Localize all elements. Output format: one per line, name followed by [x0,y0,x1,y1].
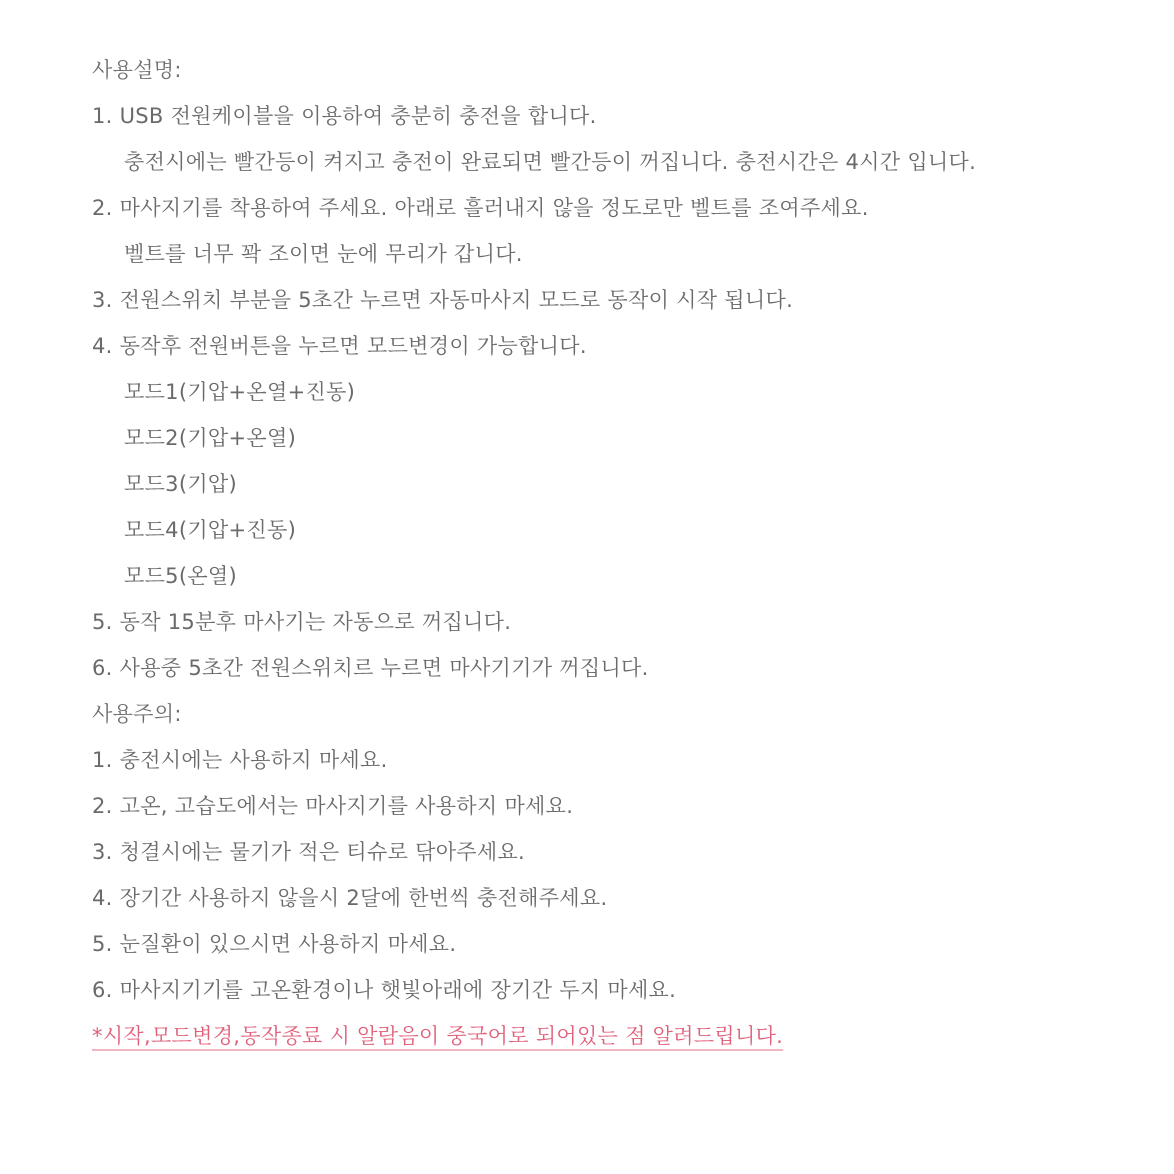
usage-item-4: 4. 동작후 전원버튼을 누르면 모드변경이 가능합니다. [92,334,587,358]
mode-3: 모드3(기압) [124,472,237,496]
mode-4: 모드4(기압+진동) [124,518,297,542]
caution-item-6: 6. 마사지기기를 고온환경이나 햇빛아래에 장기간 두지 마세요. [92,978,677,1002]
caution-item-2: 2. 고온, 고습도에서는 마사지기를 사용하지 마세요. [92,794,574,818]
usage-item-5: 5. 동작 15분후 마사기는 자동으로 꺼집니다. [92,610,512,634]
caution-item-3: 3. 청결시에는 물기가 적은 티슈로 닦아주세요. [92,840,526,864]
usage-item-2: 2. 마사지기를 착용하여 주세요. 아래로 흘러내지 않을 정도로만 벨트를 조여주세요. [92,196,869,220]
usage-item-1-detail: 충전시에는 빨간등이 켜지고 충전이 완료되면 빨간등이 꺼집니다. 충전시간은 4시간 입니다. [124,150,977,174]
caution-heading: 사용주의: [92,702,182,726]
usage-item-2-detail: 벨트를 너무 꽉 조이면 눈에 무리가 갑니다. [124,242,523,266]
usage-item-3: 3. 전원스위치 부분을 5초간 누르면 자동마사지 모드로 동작이 시작 됩니다. [92,288,794,312]
caution-item-1: 1. 충전시에는 사용하지 마세요. [92,748,388,772]
alarm-language-notice: *시작,모드변경,동작종료 시 알람음이 중국어로 되어있는 점 알려드립니다. [92,1024,784,1048]
usage-heading: 사용설명: [92,58,182,82]
caution-item-5: 5. 눈질환이 있으시면 사용하지 마세요. [92,932,457,956]
caution-item-4: 4. 장기간 사용하지 않을시 2달에 한번씩 충전해주세요. [92,886,608,910]
mode-2: 모드2(기압+온열) [124,426,297,450]
mode-5: 모드5(온열) [124,564,237,588]
mode-1: 모드1(기압+온열+진동) [124,380,356,404]
usage-item-6: 6. 사용중 5초간 전원스위치르 누르면 마사기기가 꺼집니다. [92,656,649,680]
usage-item-1: 1. USB 전원케이블을 이용하여 충분히 충전을 합니다. [92,104,597,128]
